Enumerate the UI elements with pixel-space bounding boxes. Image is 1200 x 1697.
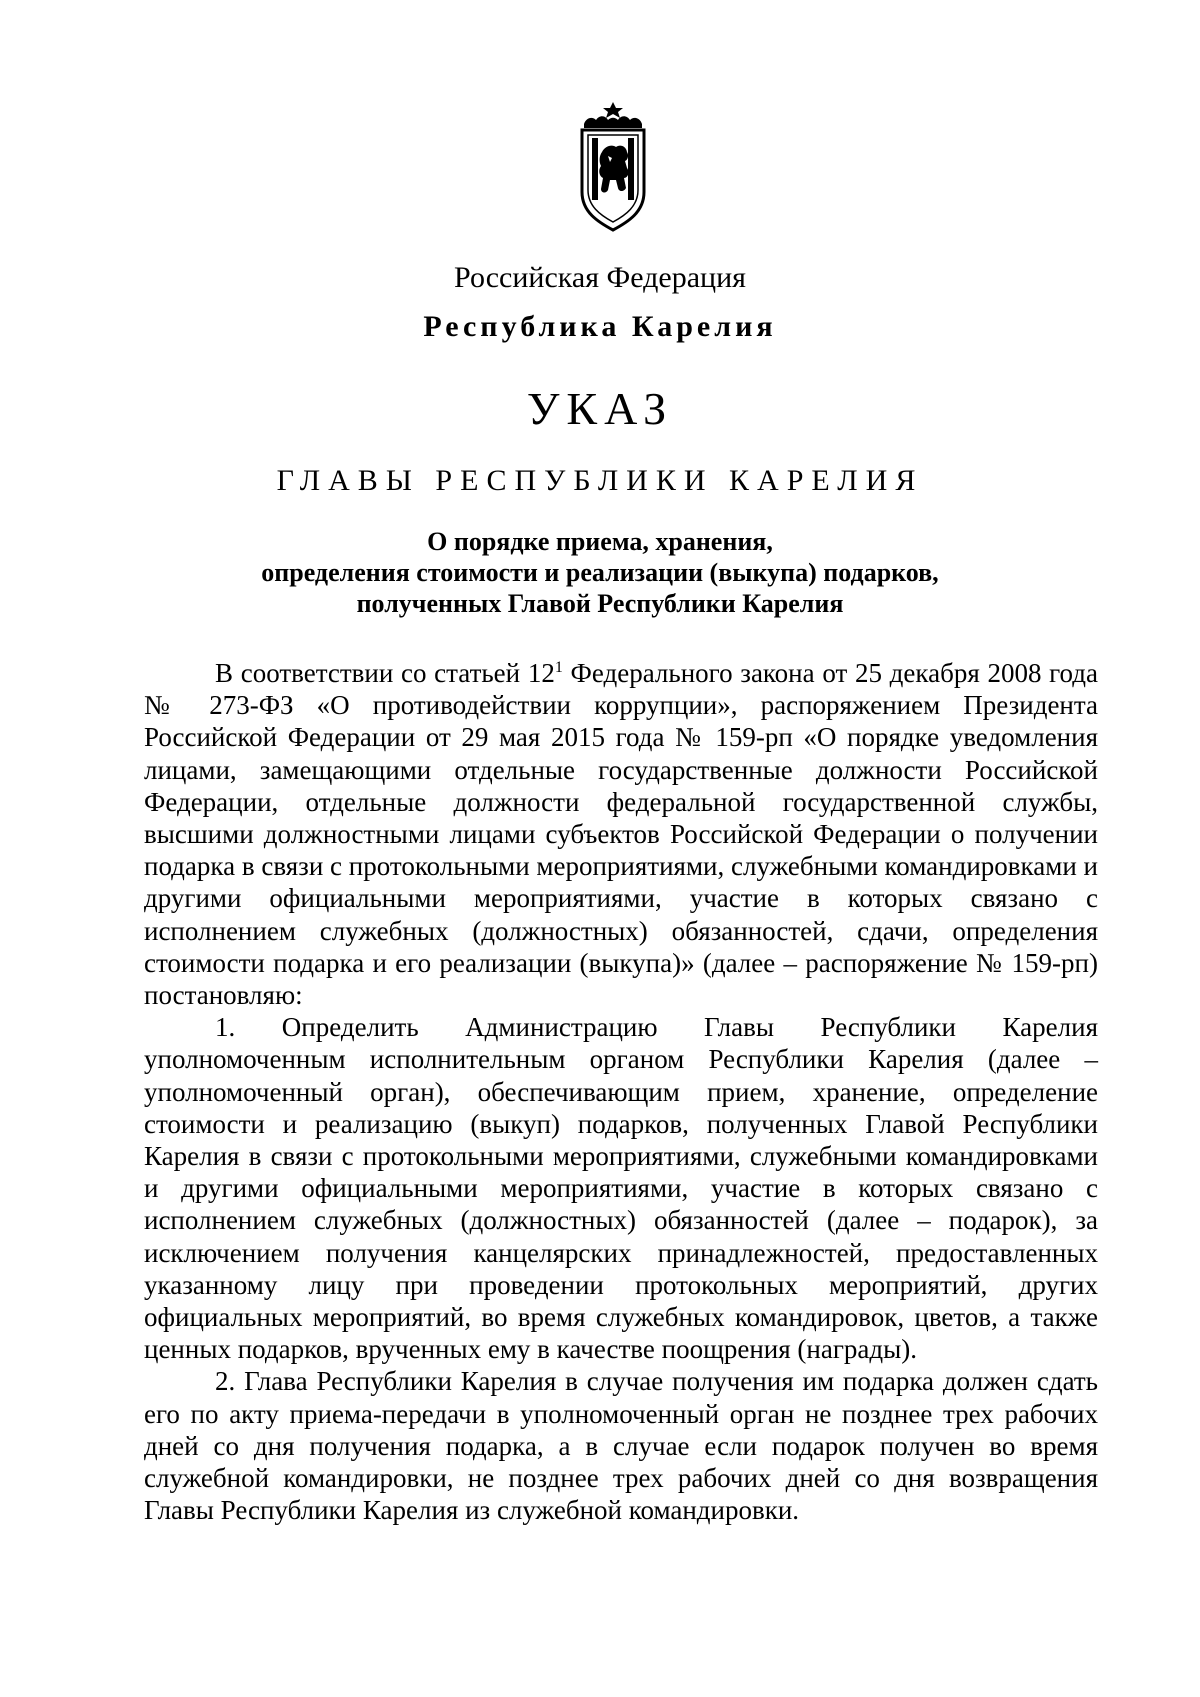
preamble-text-start: В соответствии со статьей 12 — [215, 658, 555, 688]
document-type-title: УКАЗ — [526, 383, 674, 434]
country-name: Российская Федерация — [454, 261, 746, 294]
preamble-text-end: Федерального закона от 25 декабря 2008 года № 273-ФЗ «О противодействии коррупции», распоряжением Президента Российской Федерации от 29 мая 2015 года № 159-рп «О порядке уведомления лицами, замещающими отдельные государственные должности Российской Федерации, отдельные должности федеральной государственной службы, высшими должностными лицами субъектов Российской Федерации о получении подарка в связи с протокольными мероприятиями, служебными командировками и другими официальными мероприятиями, участие в которых связано с исполнением служебных (должностных) обязанностей, сдачи, определения стоимости подарка и его реализации (выкупа)» (далее – распоряжение № 159-рп) постановляю: — [144, 658, 1098, 1011]
document-subject — [0, 526, 1200, 619]
issuer-title: ГЛАВЫ РЕСПУБЛИКИ КАРЕЛИЯ — [276, 464, 924, 497]
subject-line: О порядке приема, хранения, — [427, 527, 773, 556]
subject-line: полученных Главой Республики Карелия — [356, 589, 844, 618]
subject-line: определения стоимости и реализации (выкупа) подарков, — [261, 558, 939, 587]
article-superscript: 1 — [554, 659, 563, 676]
preamble-paragraph — [144, 657, 1098, 1011]
clause-2-paragraph: 2. Глава Республики Карелия в случае получения им подарка должен сдать его по акту приема-передачи в уполномоченный орган не позднее трех рабочих дней со дня получения подарка, а в случае если подарок получен во время служебной командировки, не позднее трех рабочих дней со дня возвращения Главы Республики Карелия из служебной командировки. — [144, 1366, 1098, 1526]
clause-1-paragraph: 1. Определить Администрацию Главы Республики Карелия уполномоченным исполнительным органом Республики Карелия (далее – уполномоченный орган), обеспечивающим прием, хранение, определение стоимости и реализацию (выкуп) подарков, полученных Главой Республики Карелия в связи с протокольными мероприятиями, служебными командировками и другими официальными мероприятиями, участие в которых связано с исполнением служебных (должностных) обязанностей (далее – подарок), за исключением получения канцелярских принадлежностей, предоставленных указанному лицу при проведении протокольных мероприятий, других официальных мероприятий, во время служебных командировок, цветов, а также ценных подарков, врученных ему в качестве поощрения (награды). — [144, 1012, 1098, 1365]
republic-name: Республика Карелия — [423, 310, 777, 343]
document-body — [144, 657, 1098, 1526]
star-icon — [603, 102, 623, 118]
coat-of-arms-icon — [572, 100, 654, 232]
